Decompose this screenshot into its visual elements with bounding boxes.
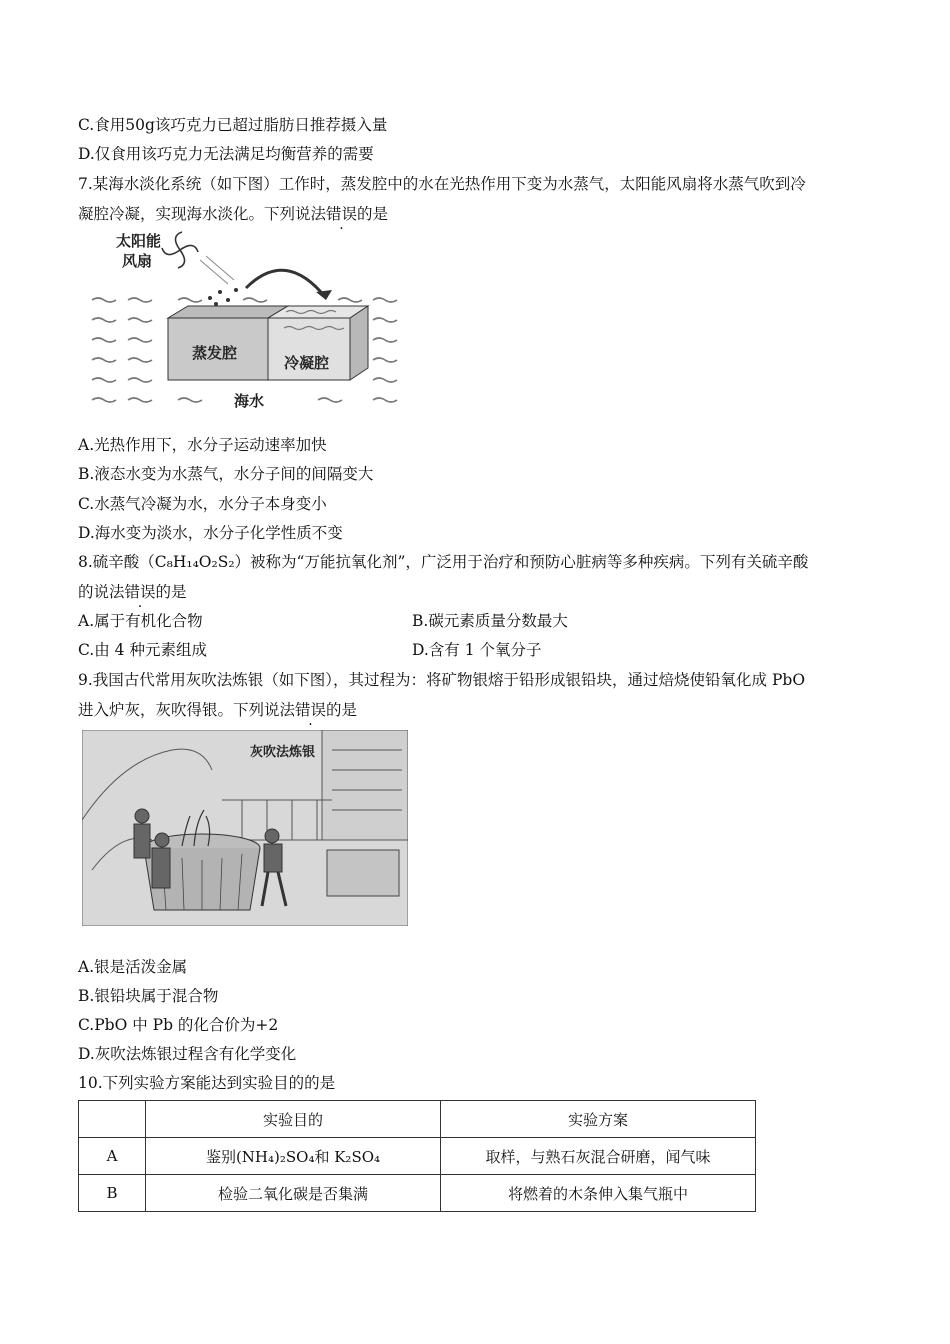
experiment-table (78, 1100, 756, 1212)
table-header-purpose: 实验目的 (146, 1101, 441, 1138)
table-row (79, 1138, 756, 1175)
emphasis-word: 错误 (295, 701, 327, 719)
condenser-side (350, 306, 368, 380)
question-9-stem-line2 (78, 700, 357, 720)
option-d-q6: D.仅食用该巧克力无法满足均衡营养的需要 (78, 145, 374, 163)
option-d-q9: D.灰吹法炼银过程含有化学变化 (78, 1045, 297, 1063)
stem-text: 的说法 (78, 583, 125, 601)
row-label: A (79, 1138, 146, 1175)
table-row (79, 1175, 756, 1212)
evaporator-label: 蒸发腔 (192, 345, 238, 362)
question-8-stem-line2 (78, 582, 187, 602)
option-d-q7: D.海水变为淡水，水分子化学性质不变 (78, 524, 343, 542)
row-label: B (79, 1175, 146, 1212)
question-10-stem: 10.下列实验方案能达到实验目的的是 (78, 1074, 336, 1092)
fan-label-1: 太阳能 (116, 233, 162, 250)
option-a-q7: A.光热作用下，水分子运动速率加快 (78, 436, 327, 454)
row-plan: 将燃着的木条伸入集气瓶中 (441, 1175, 756, 1212)
question-8-stem-line1: 8.硫辛酸（C₈H₁₄O₂S₂）被称为“万能抗氧化剂”，广泛用于治疗和预防心脏病等多种疾病。下列有关硫辛酸 (78, 553, 809, 571)
seawater-label: 海水 (234, 393, 265, 410)
emphasis-word: 错误 (326, 205, 358, 223)
row-purpose: 鉴别(NH₄)₂SO₄和 K₂SO₄ (146, 1138, 441, 1175)
table-header-row (79, 1101, 756, 1138)
stem-text: 的是 (357, 205, 389, 223)
table-header-plan: 实验方案 (441, 1101, 756, 1138)
fan-icon (162, 232, 198, 268)
option-c-q8: C.由 4 种元素组成 (78, 641, 207, 659)
question-7-stem-line1: 7.某海水淡化系统（如下图）工作时，蒸发腔中的水在光热作用下变为水蒸气，太阳能风扇将水蒸气吹到冷 (78, 175, 806, 193)
fan-label-2: 风扇 (122, 253, 153, 270)
question-9-stem-line1: 9.我国古代常用灰吹法炼银（如下图），其过程为：将矿物银熔于铅形成银铅块，通过焙烧使铅氧化成 PbO (78, 671, 806, 689)
vapor-dots (208, 288, 238, 306)
arrow-head-icon (316, 290, 332, 300)
option-b-q7: B.液态水变为水蒸气，水分子间的间隔变大 (78, 465, 374, 483)
condenser-label: 冷凝腔 (284, 355, 330, 372)
light-rays (200, 256, 234, 284)
question-7-stem-line2 (78, 204, 388, 224)
stone-trough (327, 850, 399, 896)
illustration-caption: 灰吹法炼银 (250, 745, 316, 760)
evaporator-top (168, 306, 288, 318)
flow-arrow (246, 270, 326, 298)
option-a-q8: A.属于有机化合物 (78, 612, 203, 630)
emphasis-word: 错误 (124, 583, 156, 601)
row-plan: 取样，与熟石灰混合研磨，闻气味 (441, 1138, 756, 1175)
stem-text: 的是 (326, 701, 358, 719)
stem-text: 凝腔冷凝，实现海水淡化。下列说法 (78, 205, 327, 223)
desalination-figure (88, 228, 410, 412)
option-c-q7: C.水蒸气冷凝为水，水分子本身变小 (78, 495, 327, 513)
option-c-q6: C.食用50g该巧克力已超过脂肪日推荐摄入量 (78, 116, 388, 134)
option-b-q9: B.银铅块属于混合物 (78, 987, 219, 1005)
row-purpose: 检验二氧化碳是否集满 (146, 1175, 441, 1212)
stem-text: 进入炉灰，灰吹得银。下列说法 (78, 701, 296, 719)
option-d-q8: D.含有 1 个氧分子 (412, 641, 542, 659)
option-b-q8: B.碳元素质量分数最大 (412, 612, 568, 630)
option-c-q9: C.PbO 中 Pb 的化合价为+2 (78, 1016, 279, 1034)
stem-text: 的是 (155, 583, 187, 601)
silver-smelting-figure (82, 730, 408, 926)
table-header-cell (79, 1101, 146, 1138)
option-a-q9: A.银是活泼金属 (78, 958, 188, 976)
